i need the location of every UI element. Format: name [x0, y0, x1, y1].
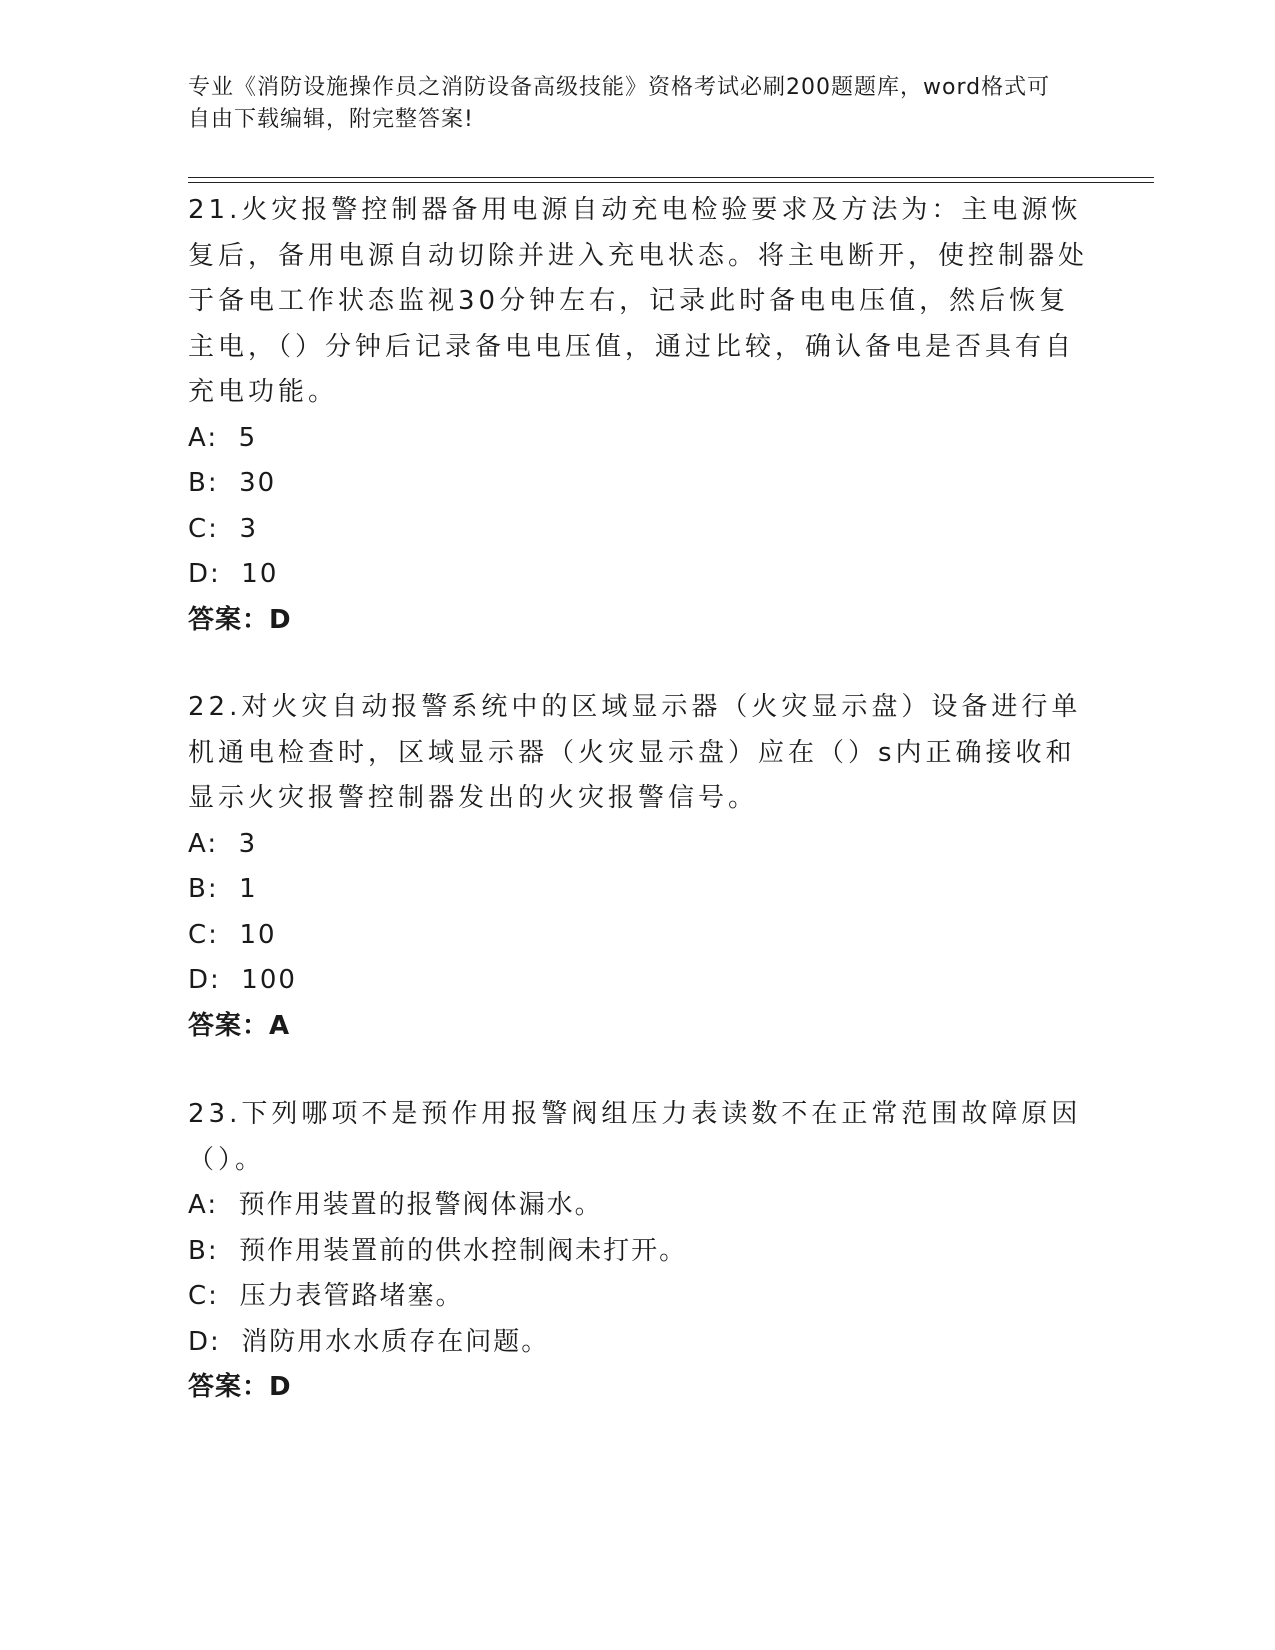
answer-label: 答案：D — [188, 604, 292, 635]
option-b: B: 1 — [188, 874, 258, 904]
question-21 — [188, 188, 1088, 643]
option-a: A: 5 — [188, 422, 258, 453]
option-a: A: 3 — [188, 828, 258, 859]
question-22 — [188, 685, 1088, 1049]
option-a: A: 预作用装置的报警阀体漏水。 — [188, 1190, 603, 1220]
option-c: C: 压力表管路堵塞。 — [188, 1281, 464, 1311]
question-stem: 21.火灾报警控制器备用电源自动充电检验要求及方法为：主电源恢复后，备用电源自动切除并进入充电状态。将主电断开，使控制器处于备电工作状态监视30分钟左右，记录此时备电电压值，然后恢复主电，（）分钟后记录备电电压值，通过比较，确认备电是否具有自充电功能。 — [188, 195, 1089, 407]
option-c: C: 3 — [188, 513, 258, 544]
question-23 — [188, 1092, 1088, 1411]
option-d: D: 10 — [188, 559, 279, 589]
option-c: C: 10 — [188, 919, 277, 950]
option-d: D: 100 — [188, 965, 297, 995]
option-d: D: 消防用水水质存在问题。 — [188, 1326, 550, 1357]
header-divider-bottom — [188, 182, 1154, 183]
header-divider-top — [188, 177, 1154, 178]
question-stem: 22.对火灾自动报警系统中的区域显示器（火灾显示盘）设备进行单机通电检查时，区域显示器（火灾显示盘）应在（）s内正确接收和显示火灾报警控制器发出的火灾报警信号。 — [188, 692, 1082, 813]
document-header: 专业《消防设施操作员之消防设备高级技能》资格考试必刷200题题库，word格式可自由下载编辑，附完整答案! — [188, 75, 1051, 132]
option-b: B: 30 — [188, 468, 277, 498]
answer-label: 答案：A — [188, 1010, 291, 1041]
answer-label: 答案：D — [188, 1372, 292, 1402]
question-stem: 23.下列哪项不是预作用报警阀组压力表读数不在正常范围故障原因（）。 — [188, 1099, 1082, 1175]
option-b: B: 预作用装置前的供水控制阀未打开。 — [188, 1235, 688, 1266]
